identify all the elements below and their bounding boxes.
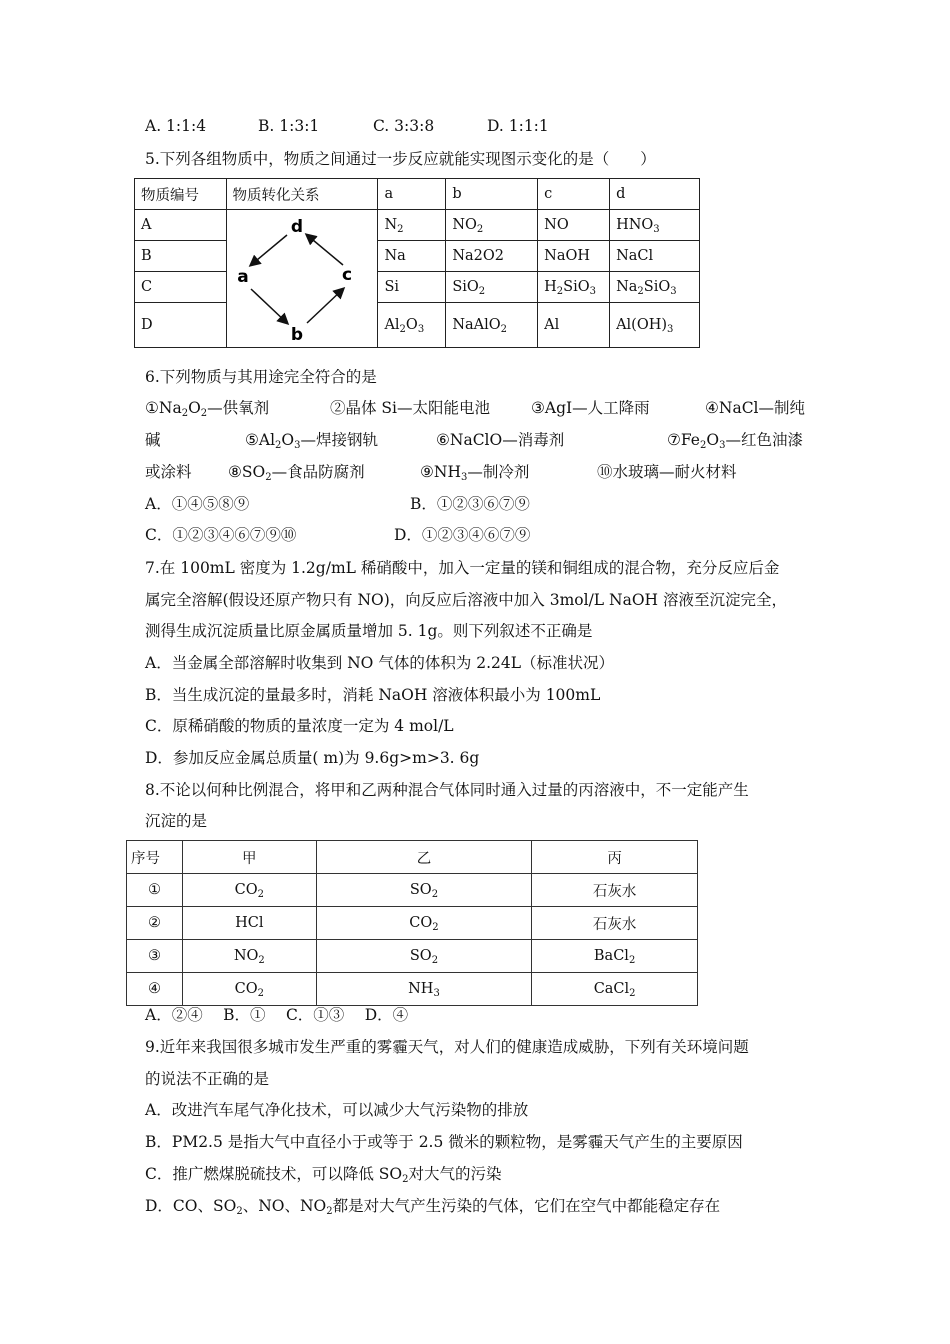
q5-diagram [226,210,378,348]
q8-header-yi: 乙 [316,841,532,874]
q5-title: 5.下列各组物质中，物质之间通过一步反应就能实现图示变化的是（ ） [145,150,656,168]
q9-option-a: A．改进汽车尾气净化技术，可以减少大气污染物的排放 [145,1101,529,1119]
q8-cell-bing: BaCl$_2$ [532,940,698,973]
q4-option-c: C. 3:3:8 [373,117,435,135]
q9-line-1: 9.近年来我国很多城市发生严重的雾霾天气，对人们的健康造成威胁，下列有关环境问题 [145,1038,749,1056]
q6-item-4-cont: 碱 [145,431,161,449]
q5-cell-d: $Na_2SiO_3$ [610,272,700,303]
q7-option-b: B．当生成沉淀的量最多时，消耗 NaOH 溶液体积最小为 100mL [145,686,601,704]
q7-line-1: 7.在 100mL 密度为 1.2g/mL 稀硝酸中，加入一定量的镁和铜组成的混合物，充分反应后金 [145,559,780,577]
q6-item-2: ②晶体 Si—太阳能电池 [330,399,491,417]
q6-item-1: $①Na_2O_2—$供氧剂 [145,399,270,419]
q8-cell-no: ① [127,874,183,907]
q5-cell-a: Si [378,272,446,303]
q8-header-row [127,841,698,874]
q4-option-a: A. 1:1:4 [145,117,207,135]
q5-row-a [135,210,700,241]
q9-option-b: B．PM2.5 是指大气中直径小于或等于 2.5 微米的颗粒物，是雾霾天气产生的主要原因 [145,1133,743,1151]
q8-cell-no: ④ [127,973,183,1006]
q5-cell-b: NaAlO$_2$ [446,303,538,348]
q8-cell-bing: 石灰水 [532,907,698,940]
q8-table [126,840,698,1006]
arrow-b-to-c [307,289,343,323]
q5-cell-b: $NO_2$ [446,210,538,241]
q5-row-d [135,303,700,348]
q6-item-7: $⑦Fe_2O_3—$红色油漆 [667,431,803,451]
q5-cell-c: NaOH [538,241,610,272]
q9-line-2: 的说法不正确的是 [145,1070,270,1088]
q4-option-b: B. 1:3:1 [258,117,320,135]
q8-options: A．②④ B．① C．①③ D．④ [145,1006,409,1024]
q8-cell-yi: $SO_2$ [316,940,532,973]
q5-header-b: b [446,179,538,210]
q5-cell-c: Al [538,303,610,348]
q5-header-d: d [610,179,700,210]
q5-cell-c: NO [538,210,610,241]
q5-row-id: D [135,303,227,348]
q5-row-c [135,272,700,303]
q8-row-2 [127,907,698,940]
q6-title: 6.下列物质与其用途完全符合的是 [145,368,377,386]
q8-cell-bing: CaCl$_2$ [532,973,698,1006]
q5-header-a: a [378,179,446,210]
diagram-label-d: d [290,216,303,237]
q8-row-4 [127,973,698,1006]
q7-option-c: C．原稀硝酸的物质的量浓度一定为 4 mol/L [145,717,454,735]
q5-cell-a: $N_2$ [378,210,446,241]
q8-cell-yi: $NH_3$ [316,973,532,1006]
q6-option-a: A．①④⑤⑧⑨ [145,495,250,513]
q7-option-a: A．当金属全部溶解时收集到 NO 气体的体积为 2.24L（标准状况） [145,654,615,672]
q6-item-7-cont: 或涂料 [145,463,192,481]
q6-option-d: D．①②③④⑥⑦⑨ [394,526,531,544]
q8-cell-no: ③ [127,940,183,973]
q8-cell-bing: 石灰水 [532,874,698,907]
q8-cell-jia: $CO_2$ [182,973,316,1006]
diagram-label-a: a [236,266,249,287]
q6-item-10: ⑩水玻璃—耐火材料 [597,463,737,481]
q5-header-id: 物质编号 [135,179,227,210]
q6-item-8: $⑧SO_2—$食品防腐剂 [228,463,365,483]
q5-cell-d: $HNO_3$ [610,210,700,241]
q8-cell-yi: $CO_2$ [316,907,532,940]
arrow-d-to-a [251,235,287,265]
q5-header-relation: 物质转化关系 [226,179,378,210]
q5-cell-c: $H_2SiO_3$ [538,272,610,303]
q8-line-1: 8.不论以何种比例混合，将甲和乙两种混合气体同时通入过量的丙溶液中，不一定能产生 [145,781,749,799]
diagram-label-b: b [290,324,303,345]
q8-line-2: 沉淀的是 [145,812,208,830]
q8-cell-yi: $SO_2$ [316,874,532,907]
q9-option-d: D．CO、$SO_2$、NO、$NO_2$都是对大气产生污染的气体，它们在空气中都能稳定存在 [145,1197,721,1217]
q8-cell-jia: HCl [182,907,316,940]
q8-cell-jia: $CO_2$ [182,874,316,907]
q5-row-id: B [135,241,227,272]
diagram-label-c: c [341,264,352,285]
q6-item-6: ⑥NaClO—消毒剂 [436,431,565,449]
q5-cell-b: SiO$_2$ [446,272,538,303]
q6-item-9: $⑨NH_3—$制冷剂 [420,463,530,483]
q6-item-3: ③AgI—人工降雨 [531,399,650,417]
q8-row-1 [127,874,698,907]
q5-row-id: C [135,272,227,303]
q6-option-c: C．①②③④⑥⑦⑨⑩ [145,526,297,544]
q6-item-5: $⑤Al_2O_3—$焊接钢轨 [245,431,379,451]
q5-cell-a: Na [378,241,446,272]
arrow-a-to-b [251,289,287,323]
q8-header-bing: 丙 [532,841,698,874]
q8-header-jia: 甲 [182,841,316,874]
q4-option-d: D. 1:1:1 [487,117,549,135]
q5-header-row [135,179,700,210]
q8-cell-jia: $NO_2$ [182,940,316,973]
q5-cell-a: $Al_2O_3$ [378,303,446,348]
q5-header-c: c [538,179,610,210]
q5-table [134,178,700,348]
arrow-c-to-d [307,235,343,265]
q5-cell-b: Na2O2 [446,241,538,272]
q7-line-2: 属完全溶解(假设还原产物只有 NO)，向反应后溶液中加入 3mol/L NaOH 溶液至沉淀完全， [145,591,787,609]
q5-row-id: A [135,210,227,241]
q8-cell-no: ② [127,907,183,940]
q5-cell-d: $Al(OH)_3$ [610,303,700,348]
transformation-diagram [227,213,367,345]
q5-cell-d: NaCl [610,241,700,272]
q7-line-3: 测得生成沉淀质量比原金属质量增加 5. 1g。则下列叙述不正确是 [145,622,593,640]
q6-item-4: ④NaCl—制纯 [705,399,806,417]
q6-option-b: B．①②③⑥⑦⑨ [410,495,530,513]
q8-row-3 [127,940,698,973]
q9-option-c: C．推广燃煤脱硫技术，可以降低 $SO_2$对大气的污染 [145,1165,502,1185]
q5-row-b [135,241,700,272]
q7-option-d: D．参加反应金属总质量( m)为 9.6g>m>3. 6g [145,749,480,767]
q8-header-no: 序号 [127,841,183,874]
